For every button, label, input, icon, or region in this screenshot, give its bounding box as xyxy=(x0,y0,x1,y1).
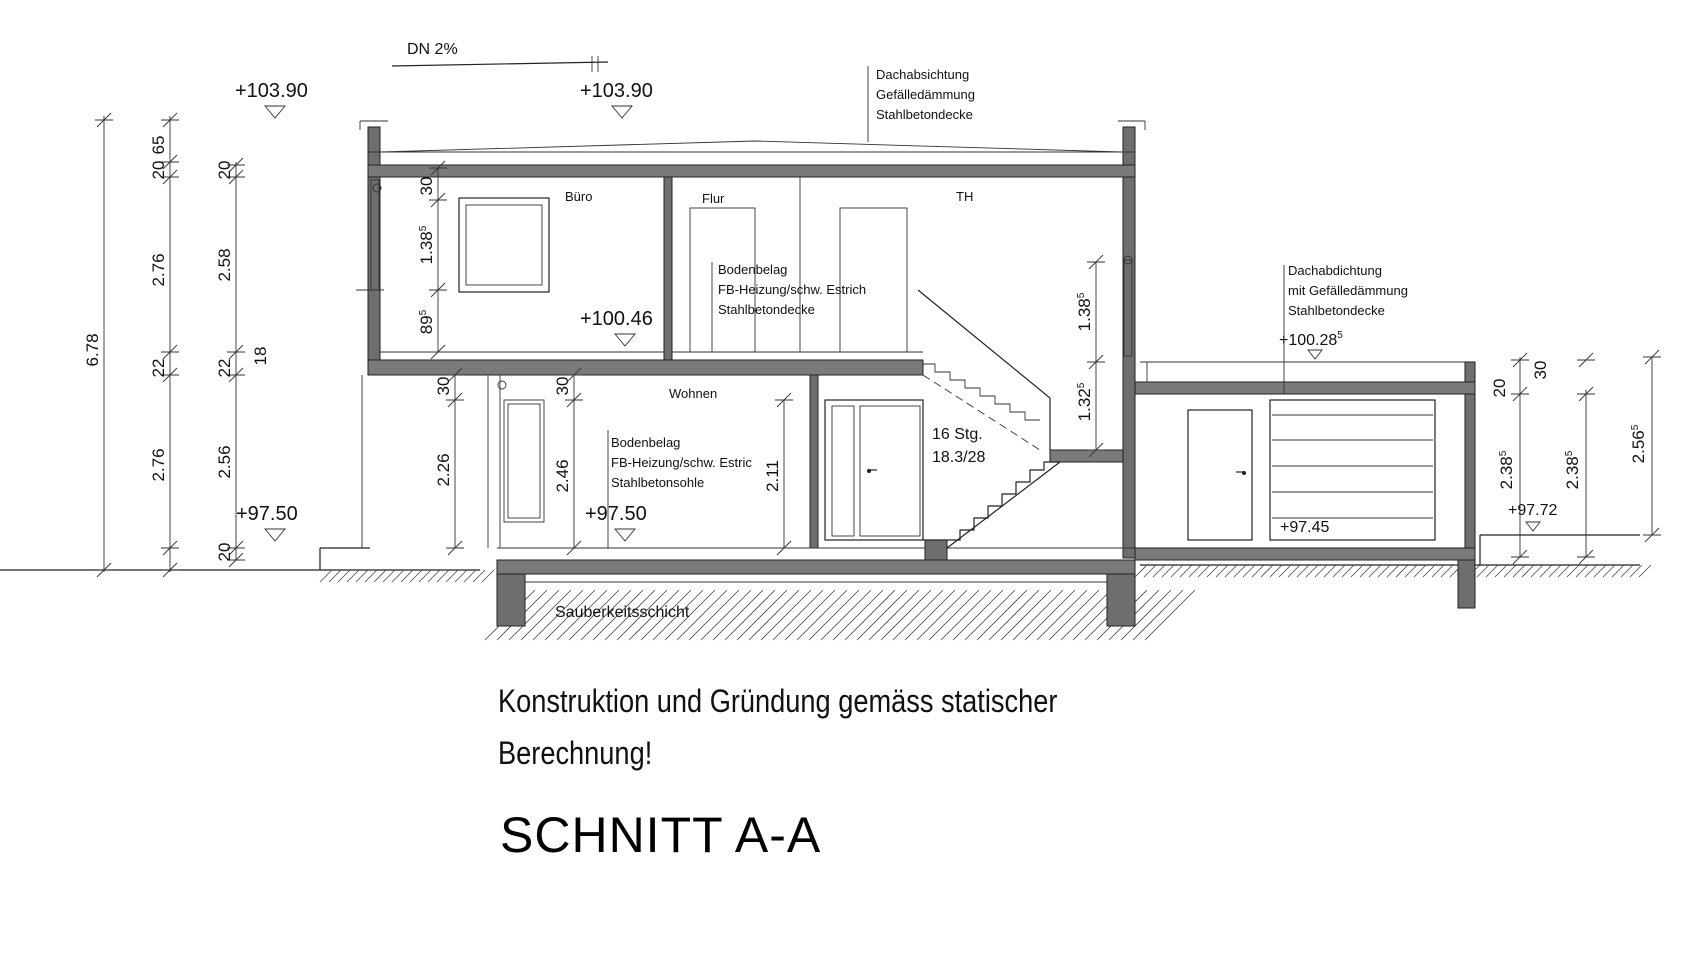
parapet-right xyxy=(1123,127,1135,165)
dim-132: 1.32$^5$ xyxy=(1075,382,1094,422)
drawing-stroke xyxy=(989,590,1039,640)
drawing-stroke xyxy=(1432,565,1444,577)
drawing-stroke xyxy=(1198,565,1210,577)
door-hall xyxy=(690,208,755,352)
ground-layer-3: Stahlbetonsohle xyxy=(611,475,705,490)
drawing-stroke xyxy=(941,590,991,640)
drawing-stroke xyxy=(1049,590,1099,640)
dim-r2385b: 2.38$^5$ xyxy=(1563,450,1582,490)
drawing-stroke xyxy=(1423,565,1435,577)
room-hall: Flur xyxy=(702,191,725,206)
drawing-stroke xyxy=(1279,565,1291,577)
drawing-stroke xyxy=(725,590,775,640)
drawing-stroke xyxy=(1013,590,1063,640)
dim-b-20-top: 20 xyxy=(215,160,234,180)
structure-note-line2: Berechnung! xyxy=(498,735,653,771)
drawing-stroke xyxy=(1639,565,1651,577)
staircase xyxy=(918,290,1060,548)
ground-layer-2: FB-Heizung/schw. Estric xyxy=(611,455,752,470)
drawing-stroke xyxy=(1387,565,1399,577)
dim-1385-right: 1.38$^5$ xyxy=(1075,292,1094,332)
drawing-stroke xyxy=(1234,565,1246,577)
roof-layer-3: Stahlbetondecke xyxy=(876,107,973,122)
dim-1385: 1.38$^5$ xyxy=(417,225,436,265)
drawing-stroke xyxy=(953,590,1003,640)
dim-30-upper: 30 xyxy=(417,176,436,196)
drawing-stroke xyxy=(428,570,440,582)
drawing-stroke xyxy=(365,570,377,582)
drawing-stroke xyxy=(1585,565,1597,577)
drawing-stroke xyxy=(1549,565,1561,577)
drawing-stroke xyxy=(401,570,413,582)
drawing-stroke xyxy=(1180,565,1192,577)
garage-layer-1: Dachabdichtung xyxy=(1288,263,1382,278)
drawing-stroke xyxy=(761,590,811,640)
level-upper-floor: +100.46 xyxy=(580,308,653,330)
drawing-stroke xyxy=(1171,565,1183,577)
drawing-stroke xyxy=(1153,565,1165,577)
dim-r2565: 2.56$^5$ xyxy=(1629,424,1648,464)
drawing-stroke xyxy=(1576,565,1588,577)
drawing-stroke xyxy=(356,570,368,582)
drawing-stroke xyxy=(1216,565,1228,577)
section-title: SCHNITT A-A xyxy=(500,807,822,863)
dim-b-258: 2.58 xyxy=(215,248,234,282)
drawing-stroke xyxy=(1037,590,1087,640)
drawing-stroke xyxy=(455,570,467,582)
drawing-stroke xyxy=(689,590,739,640)
dim-a-276-lo: 2.76 xyxy=(149,448,168,482)
drawing-stroke xyxy=(881,590,931,640)
drawing-stroke xyxy=(965,590,1015,640)
drawing-stroke xyxy=(374,570,386,582)
room-th: TH xyxy=(956,189,974,204)
dim-246: 2.46 xyxy=(553,459,572,493)
ground-layer-1: Bodenbelag xyxy=(611,435,681,450)
level-top-left: +103.90 xyxy=(235,80,308,102)
drawing-stroke xyxy=(1369,565,1381,577)
dim-r30: 30 xyxy=(1531,360,1550,380)
parapet-left xyxy=(368,127,380,165)
dim-b-20-bot: 20 xyxy=(215,542,234,562)
drawing-stroke xyxy=(1396,565,1408,577)
garage-door xyxy=(1188,410,1252,540)
garage-layer-2: mit Gefälledämmung xyxy=(1288,283,1408,298)
dim-a-20: 20 xyxy=(149,160,168,180)
dims-right xyxy=(1490,350,1661,564)
level-garage-floor: +97.45 xyxy=(1280,519,1330,536)
drawing-stroke xyxy=(1594,565,1606,577)
drawing-stroke xyxy=(1297,565,1309,577)
drawing-stroke xyxy=(1252,565,1264,577)
drawing-stroke xyxy=(773,590,823,640)
drawing-stroke xyxy=(1522,565,1534,577)
stair-steps: 16 Stg. xyxy=(932,426,983,443)
garage-footing xyxy=(1458,560,1475,608)
drawing-stroke xyxy=(1360,565,1372,577)
upper-layer-1: Bodenbelag xyxy=(718,262,788,277)
drawing-stroke xyxy=(1486,565,1498,577)
level-terrain-right: +97.72 xyxy=(1508,502,1558,519)
drawing-stroke xyxy=(1270,565,1282,577)
upper-slab xyxy=(368,360,923,375)
drawing-stroke xyxy=(464,570,476,582)
drawing-stroke xyxy=(917,590,967,640)
drawing-stroke xyxy=(1351,565,1363,577)
level-ground-left: +97.50 xyxy=(236,503,298,525)
room-living: Wohnen xyxy=(669,386,718,401)
dim-211: 2.11 xyxy=(763,460,782,492)
drawing-stroke xyxy=(845,590,895,640)
drawing-stroke xyxy=(1513,565,1525,577)
office-window xyxy=(459,198,549,292)
dim-total: 6.78 xyxy=(83,333,102,367)
drawing-stroke xyxy=(1025,590,1075,640)
dim-a-22: 22 xyxy=(149,358,168,378)
garage-wall xyxy=(1465,394,1475,548)
drawing-stroke xyxy=(1342,565,1354,577)
level-ground-mid: +97.50 xyxy=(585,503,647,525)
ground-slab xyxy=(497,560,1135,574)
drawing-stroke xyxy=(893,590,943,640)
dim-b-22: 22 xyxy=(215,358,234,378)
drawing-stroke xyxy=(338,570,350,582)
landing-slab xyxy=(1050,450,1123,462)
dim-89: $89^5$ xyxy=(417,309,436,335)
drawing-stroke xyxy=(1189,565,1201,577)
drawing-stroke xyxy=(785,590,835,640)
drawing-stroke xyxy=(329,570,341,582)
drawing-stroke xyxy=(809,590,859,640)
drawing-stroke xyxy=(833,590,883,640)
footing-right xyxy=(1107,574,1135,626)
drawing-stroke xyxy=(1477,565,1489,577)
drawing-stroke xyxy=(1145,590,1195,640)
drawing-stroke xyxy=(1612,565,1624,577)
drawing-stroke xyxy=(905,590,955,640)
drawing-stroke xyxy=(446,570,458,582)
foundation-label: Sauberkeitsschicht xyxy=(555,604,690,621)
drawing-stroke xyxy=(1558,565,1570,577)
drawing-stroke xyxy=(1261,565,1273,577)
dim-b-18: 18 xyxy=(251,346,270,366)
drawing-stroke xyxy=(821,590,871,640)
drawing-stroke xyxy=(1621,565,1633,577)
wall-right xyxy=(1123,177,1135,558)
drawing-stroke xyxy=(482,570,494,582)
wall-office xyxy=(664,177,672,360)
room-labels xyxy=(555,189,973,621)
drawing-stroke xyxy=(737,590,787,640)
drawing-stroke xyxy=(869,590,919,640)
drawing-stroke xyxy=(1288,565,1300,577)
drawing-stroke xyxy=(1405,565,1417,577)
drawing-stroke xyxy=(1243,565,1255,577)
roof-slab xyxy=(368,165,1135,177)
upper-layer-2: FB-Heizung/schw. Estrich xyxy=(718,282,867,297)
drawing-stroke xyxy=(797,590,847,640)
structure-note-line1: Konstruktion und Gründung gemäss statischer xyxy=(498,683,1058,719)
footing-left xyxy=(497,574,525,626)
level-garage-roof: $+100.28^5$ xyxy=(1279,330,1343,349)
dim-a-top: 65 xyxy=(149,135,168,155)
wall-left-upper xyxy=(368,177,380,360)
drawing-stroke xyxy=(1540,565,1552,577)
dim-a-276-up: 2.76 xyxy=(149,253,168,287)
drawing-stroke xyxy=(713,590,763,640)
drawing-stroke xyxy=(1144,565,1156,577)
drawing-stroke xyxy=(1001,590,1051,640)
drawing-stroke xyxy=(929,590,979,640)
drawing-stroke xyxy=(1207,565,1219,577)
stair-ratio: 18.3/28 xyxy=(932,449,986,466)
roof-slope: DN 2% xyxy=(407,41,458,58)
main-building xyxy=(360,121,1145,626)
dim-226: 2.26 xyxy=(434,453,453,487)
drawing-stroke xyxy=(410,570,422,582)
drawing-stroke xyxy=(383,570,395,582)
garage-layer-3: Stahlbetondecke xyxy=(1288,303,1385,318)
drawing-stroke xyxy=(392,570,404,582)
dim-30-gf-mid: 30 xyxy=(553,376,572,396)
drawing-stroke xyxy=(1061,590,1111,640)
drawing-stroke xyxy=(1306,565,1318,577)
dim-30-gf-left: 30 xyxy=(434,376,453,396)
drawing-stroke xyxy=(1414,565,1426,577)
drawing-stroke xyxy=(749,590,799,640)
drawing-stroke xyxy=(1135,565,1147,577)
drawing-stroke xyxy=(857,590,907,640)
drawing-stroke xyxy=(1333,565,1345,577)
drawing-stroke xyxy=(347,570,359,582)
drawing-stroke xyxy=(1603,565,1615,577)
drawing-stroke xyxy=(1162,565,1174,577)
roof-layer-2: Gefälledämmung xyxy=(876,87,975,102)
drawing-stroke xyxy=(1225,565,1237,577)
wall-gf-mid xyxy=(810,375,818,548)
room-office: Büro xyxy=(565,189,593,204)
drawing-stroke xyxy=(977,590,1027,640)
drawing-stroke xyxy=(320,570,332,582)
layer-notes xyxy=(608,66,1408,548)
roof-slope-mark xyxy=(392,41,608,72)
drawing-stroke xyxy=(1531,565,1543,577)
upper-layer-3: Stahlbetondecke xyxy=(718,302,815,317)
stair-foot xyxy=(925,540,947,560)
drawing-stroke xyxy=(1567,565,1579,577)
drawing-stroke xyxy=(1504,565,1516,577)
drawing-stroke xyxy=(1441,565,1453,577)
drawing-stroke xyxy=(1133,590,1183,640)
drawing-stroke xyxy=(1315,565,1327,577)
door-th xyxy=(840,208,907,352)
dim-r2385a: 2.38$^5$ xyxy=(1497,450,1516,490)
drawing-stroke xyxy=(437,570,449,582)
drawing-stroke xyxy=(1495,565,1507,577)
dim-r20: 20 xyxy=(1490,378,1509,398)
drawing-stroke xyxy=(701,590,751,640)
drawing-stroke xyxy=(419,570,431,582)
drawing-stroke xyxy=(1324,565,1336,577)
level-top-mid: +103.90 xyxy=(580,80,653,102)
roof-layer-1: Dachabsichtung xyxy=(876,67,970,82)
drawing-stroke xyxy=(1378,565,1390,577)
dim-b-256: 2.56 xyxy=(215,445,234,479)
drawing-stroke xyxy=(1630,565,1642,577)
garage-roof-slab xyxy=(1135,382,1475,394)
drawing-stroke xyxy=(473,570,485,582)
